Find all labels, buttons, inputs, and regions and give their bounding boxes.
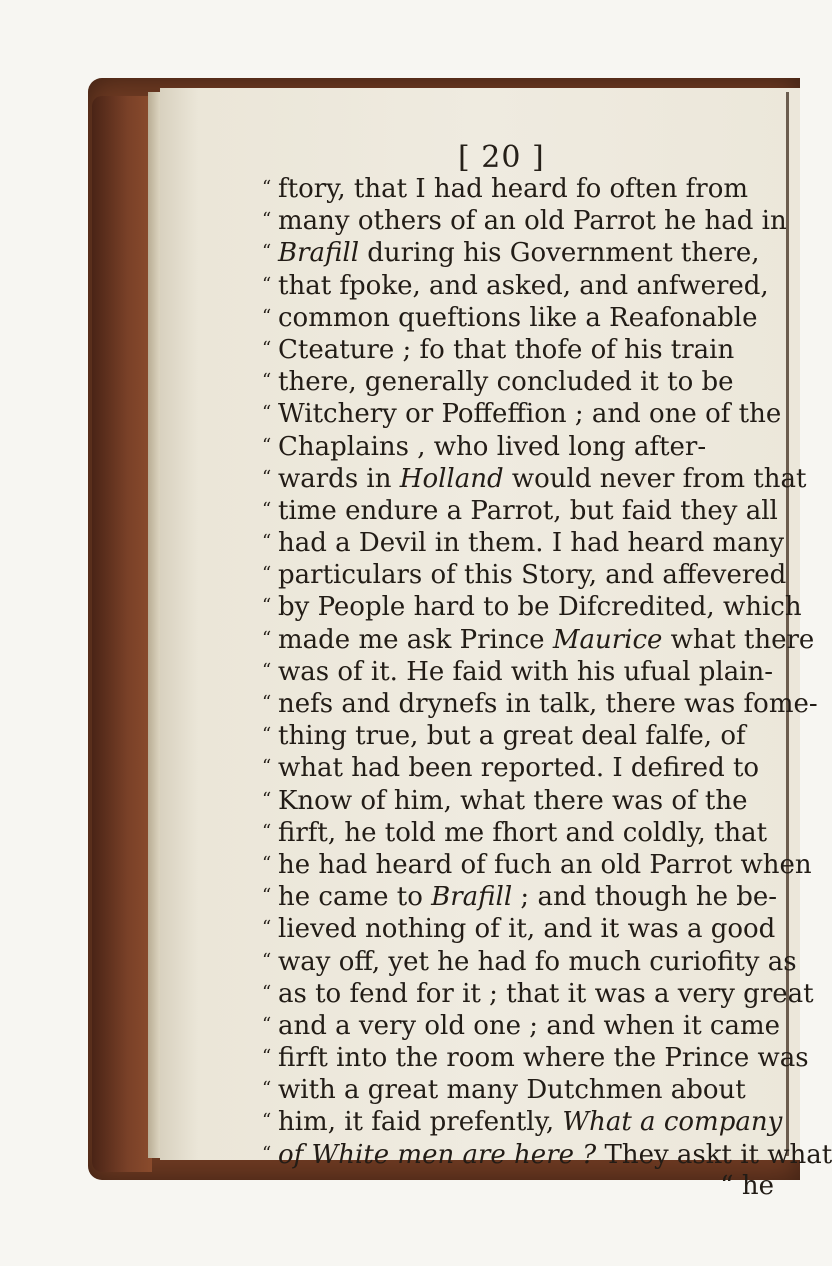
text-line — [262, 397, 792, 429]
quote-mark: “ — [262, 981, 272, 1003]
text-line — [262, 719, 792, 751]
quote-mark: “ — [262, 692, 272, 713]
quote-mark: “ — [262, 1046, 272, 1068]
line-text: as to fend for it ; that it was a very great — [278, 978, 814, 1009]
quote-mark: “ — [262, 949, 272, 971]
body-text — [262, 172, 832, 1202]
quote-mark: “ — [262, 241, 272, 263]
text-line — [262, 655, 792, 687]
quote-mark: “ — [262, 659, 272, 681]
quote-mark: “ — [262, 1142, 272, 1164]
text-line — [262, 172, 792, 204]
quote-mark: “ — [262, 498, 272, 520]
text-line — [262, 848, 812, 880]
italic-text: Holland — [399, 463, 504, 494]
quote-mark: “ — [262, 885, 272, 907]
line-text: during his Government there, — [359, 238, 760, 269]
text-line — [262, 590, 802, 623]
line-text: was of it. He faid with his ufual plain- — [278, 656, 774, 687]
text-line — [262, 204, 792, 236]
line-text: with a great many Dutchmen about — [278, 1075, 746, 1106]
quote-mark: “ — [262, 273, 272, 295]
line-text: Chaplains , who lived long after- — [278, 431, 707, 462]
line-text: Know of him, what there was of the — [278, 785, 748, 816]
text-line — [262, 1105, 792, 1137]
line-text: Cteature ; fo that thofe of his train — [278, 334, 735, 365]
quote-mark: “ — [262, 1013, 272, 1035]
line-text: thing true, but a great deal falfe, of — [278, 721, 746, 752]
text-line — [262, 1041, 809, 1074]
text-lines — [262, 172, 832, 1170]
quote-mark: “ — [262, 1110, 272, 1132]
italic-text: What a company — [562, 1107, 783, 1138]
text-line — [262, 912, 792, 944]
quote-mark: “ — [262, 434, 272, 456]
text-line — [262, 1009, 792, 1041]
quote-mark: “ — [262, 724, 272, 746]
line-text: wards in — [278, 463, 400, 494]
quote-mark: “ — [262, 370, 272, 392]
text-line — [262, 977, 814, 1009]
line-text: what had been reported. I defired to — [278, 753, 760, 784]
quote-mark: “ — [262, 627, 272, 649]
text-line — [262, 623, 815, 655]
line-text: way off, yet he had fo much curiofity as — [278, 946, 797, 977]
text-line — [262, 1138, 832, 1170]
line-text: that fpoke, and asked, and anfwered, — [278, 270, 769, 301]
text-line — [262, 687, 818, 719]
text-line — [262, 816, 792, 848]
line-text: and a very old one ; and when it came — [278, 1010, 781, 1041]
line-text: made me ask Prince — [278, 624, 553, 655]
quote-mark: “ — [262, 820, 272, 842]
quote-mark: “ — [262, 595, 272, 617]
line-text: ftory, that I had heard fo often from — [278, 174, 749, 204]
line-text: nefs and drynefs in talk, there was fome- — [278, 689, 818, 719]
line-text: common queftions like a Reafonable — [278, 302, 758, 333]
line-text: lieved nothing of it, and it was a good — [278, 914, 776, 945]
book-cover-spine-edge — [92, 96, 152, 1172]
text-line — [262, 269, 792, 301]
text-line — [262, 1073, 792, 1105]
text-line — [262, 558, 792, 590]
quote-mark: “ — [262, 563, 272, 585]
quote-mark: “ — [262, 177, 272, 198]
line-text: Witchery or Poffeffion ; and one of the — [278, 399, 782, 430]
text-line — [262, 880, 792, 912]
quote-mark: “ — [262, 917, 272, 939]
quote-mark: “ — [262, 402, 272, 424]
page-header: [ 20 ] — [458, 140, 545, 175]
text-line — [262, 365, 792, 397]
quote-mark: “ — [262, 209, 272, 231]
quote-mark: “ — [262, 305, 272, 327]
line-text: firft, he told me fhort and coldly, that — [278, 817, 768, 848]
italic-text: Brafill — [278, 238, 360, 269]
line-text: ; and though he be- — [512, 882, 778, 913]
line-text: had a Devil in them. I had heard many — [278, 528, 785, 559]
quote-mark: “ — [262, 466, 272, 488]
line-text: time endure a Parrot, but faid they all — [278, 495, 778, 526]
line-text: what there — [662, 624, 815, 655]
quote-mark: “ — [262, 531, 272, 553]
catchword: “ he — [720, 1170, 774, 1201]
text-line — [262, 494, 792, 526]
line-text: They askt it what — [596, 1139, 832, 1170]
line-text: many others of an old Parrot he had in — [278, 206, 787, 237]
text-line — [262, 784, 792, 816]
text-line — [262, 945, 797, 977]
quote-mark: “ — [262, 852, 272, 874]
line-text: he came to — [278, 882, 432, 913]
line-text: him, it faid prefently, — [278, 1107, 563, 1138]
line-text: would never from that — [503, 463, 807, 494]
text-line — [262, 301, 792, 333]
line-text: by People hard to be Difcredited, which — [278, 592, 802, 623]
quote-mark: “ — [262, 337, 272, 359]
quote-mark: “ — [262, 788, 272, 810]
line-text: particulars of this Story, and affevered — [278, 560, 787, 591]
text-line — [262, 333, 792, 365]
quote-mark: “ — [262, 756, 272, 778]
text-line — [262, 526, 792, 558]
line-text: there, generally concluded it to be — [278, 367, 734, 398]
italic-text: of White men are here ? — [278, 1139, 597, 1170]
line-text: he had heard of fuch an old Parrot when — [278, 849, 812, 880]
italic-text: Maurice — [552, 624, 663, 655]
text-line — [262, 462, 807, 494]
text-line — [262, 430, 792, 462]
line-text: firft into the room where the Prince was — [278, 1043, 809, 1074]
text-line — [262, 236, 792, 268]
quote-mark: “ — [262, 1078, 272, 1100]
italic-text: Brafill — [431, 882, 513, 913]
text-line — [262, 751, 792, 783]
